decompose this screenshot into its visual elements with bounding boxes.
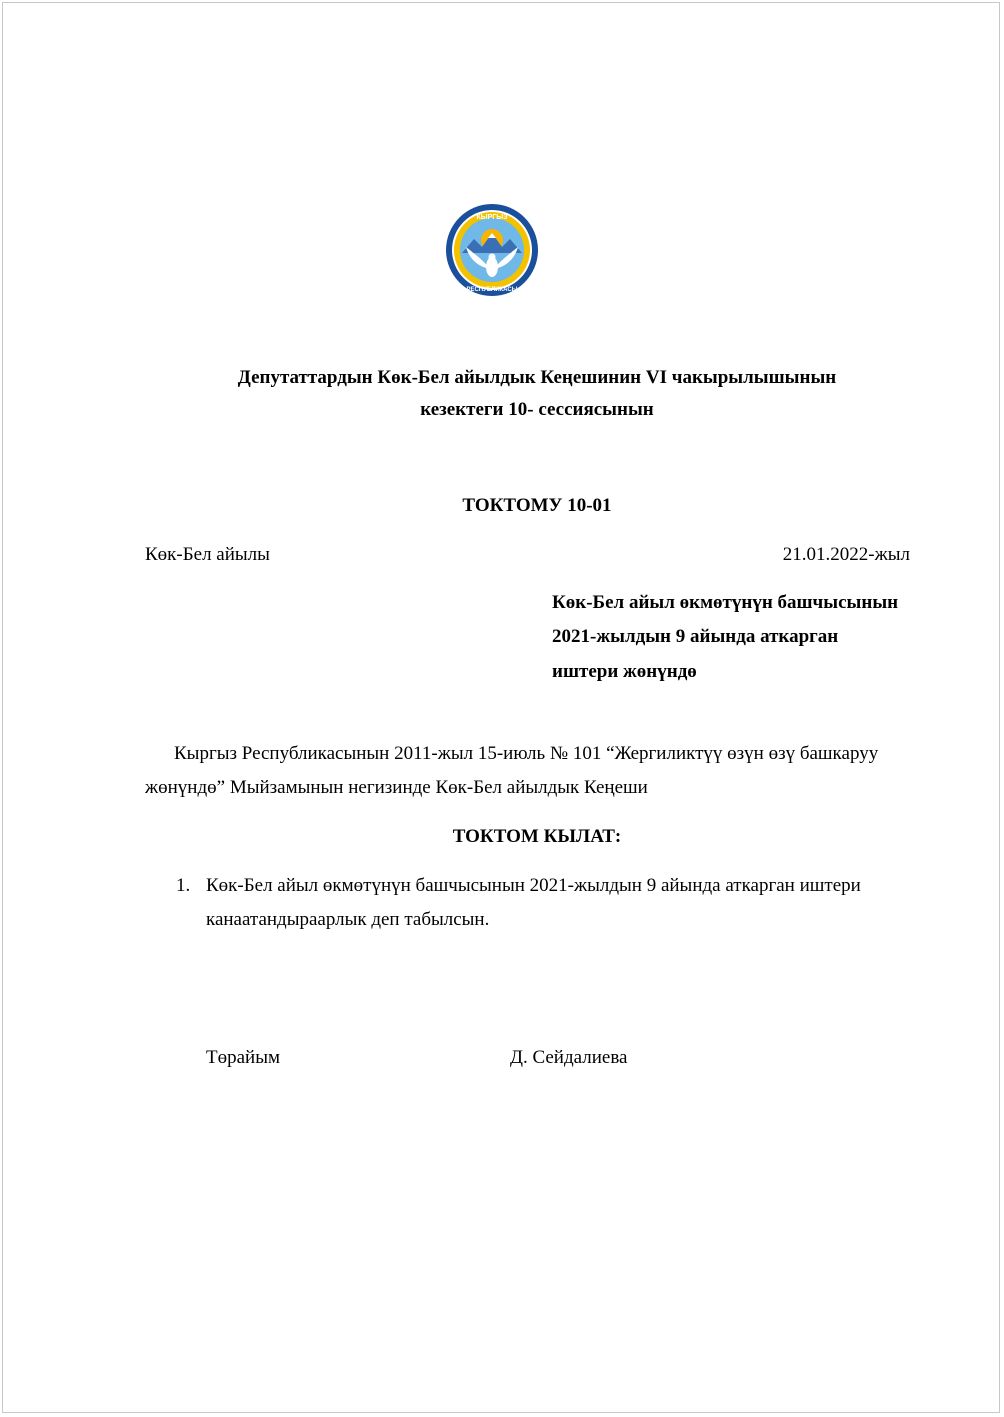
date-label: 21.01.2022-жыл: [782, 544, 910, 565]
emblem-bottom-text: РЕСПУБЛИКАСЫ: [466, 287, 518, 293]
subject-line-1: Көк-Бел айыл өкмөтүнүн башчысынын: [552, 592, 899, 613]
place-label: Көк-Бел айылы: [145, 544, 270, 565]
list-item-line-2: канаатандыраарлык деп табылсын.: [206, 909, 490, 930]
header-line-1: Депутаттардын Көк-Бел айылдык Кеңешинин VI чакырылышынын: [237, 367, 837, 388]
decision-heading: ТОКТОМ КЫЛАТ:: [452, 826, 622, 847]
state-emblem-icon: [440, 203, 544, 297]
subject-line-3: иштери жөнүндө: [552, 661, 697, 682]
signature-name: Д. Сейдалиева: [510, 1047, 628, 1068]
preamble-line-1: Кыргыз Республикасынын 2011-жыл 15-июль № 101 “Жергиликтүү өзүн өзү башкаруу: [174, 743, 879, 764]
signature-role: Төрайым: [206, 1047, 280, 1068]
list-item-number: 1.: [176, 875, 191, 896]
list-item-line-1: Көк-Бел айыл өкмөтүнүн башчысынын 2021-жылдын 9 айында аткарган иштери: [206, 875, 861, 896]
subject-line-2: 2021-жылдын 9 айында аткарган: [552, 626, 839, 647]
preamble-line-2: жөнүндө” Мыйзамынын негизинде Көк-Бел айылдык Кеңеши: [145, 777, 648, 798]
header-line-2: кезектеги 10- сессиясынын: [420, 399, 654, 420]
document-title: ТОКТОМУ 10-01: [462, 495, 612, 516]
emblem-top-text: КЫРГЫЗ: [476, 214, 508, 221]
